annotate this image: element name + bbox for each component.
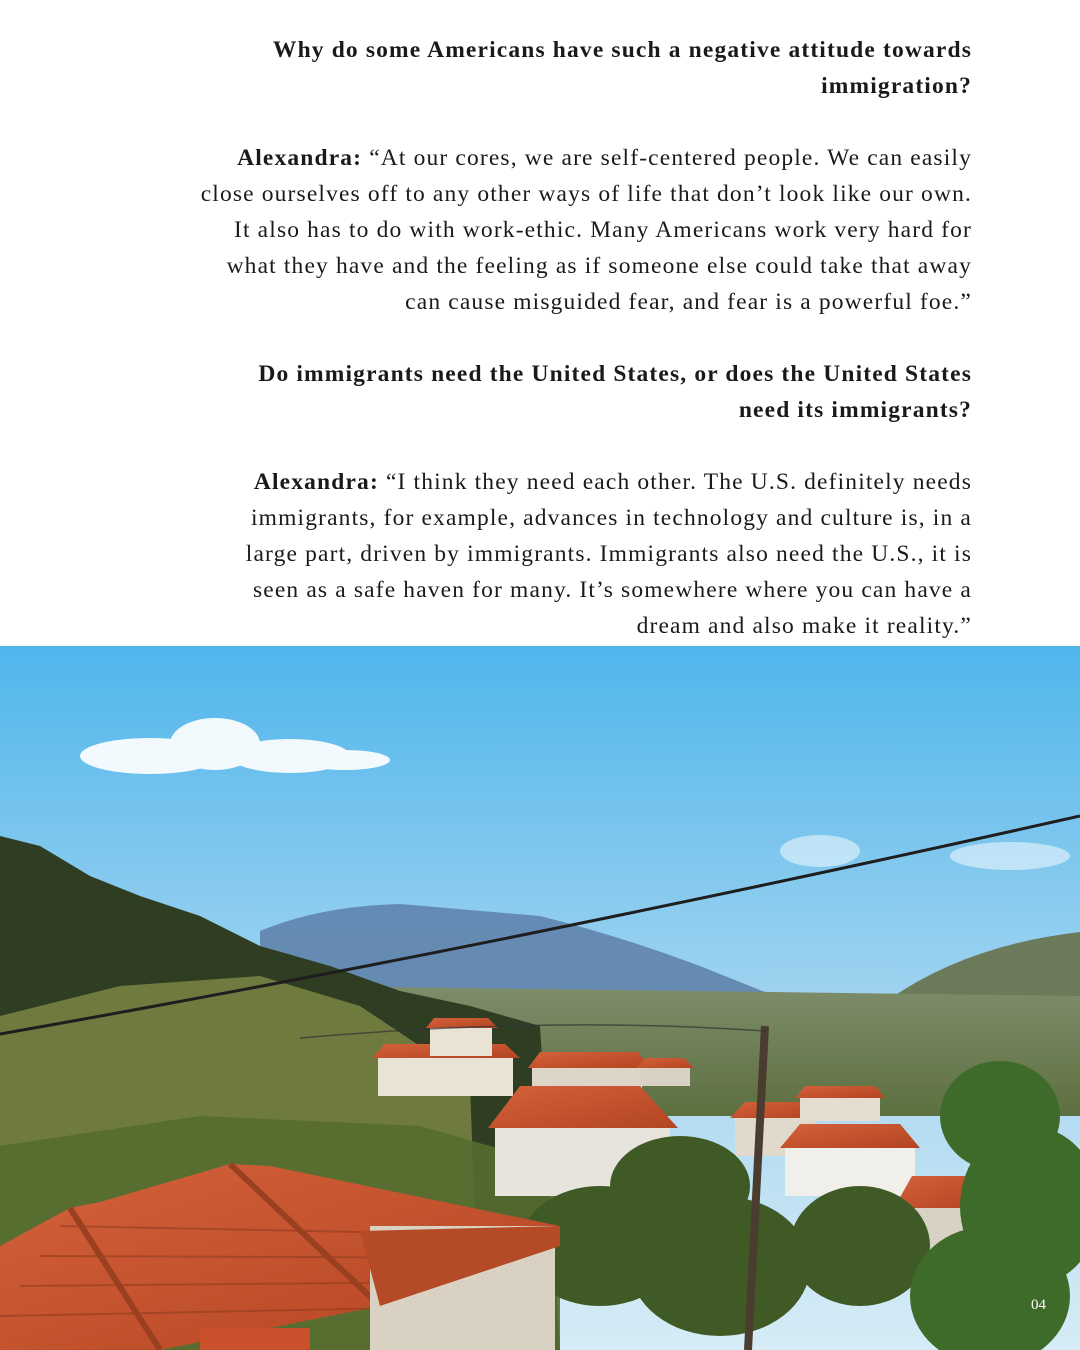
speaker-name: Alexandra: [253, 469, 379, 495]
answer-1 [200, 140, 972, 320]
question-2: Do immigrants need the United States, or does the United States need its immigrants? [258, 361, 972, 423]
village-landscape-photo [0, 646, 1080, 1350]
page-number: 04 [1031, 1297, 1046, 1313]
answer-2 [200, 464, 972, 644]
village-landscape-illustration [0, 646, 1080, 1350]
interview-text [200, 32, 972, 644]
answer-1-text: “At our cores, we are self-centered people. We can easily close ourselves off to any other ways of life that don’t look like our own. It also has to do with work-ethic. Many Americans work very hard for what they have and the feeling as if someone else could take that away can cause misguided fear, and fear is a powerful foe.” [200, 145, 972, 315]
answer-2-text: “I think they need each other. The U.S. definitely needs immigrants, for example, advances in technology and culture is, in a large part, driven by immigrants. Immigrants also need the U.S., it is seen as a safe haven for many. It’s somewhere where you can have a dream and also make it reality.” [245, 469, 972, 639]
question-1: Why do some Americans have such a negative attitude towards immigration? [272, 37, 972, 99]
speaker-name: Alexandra: [237, 145, 363, 171]
